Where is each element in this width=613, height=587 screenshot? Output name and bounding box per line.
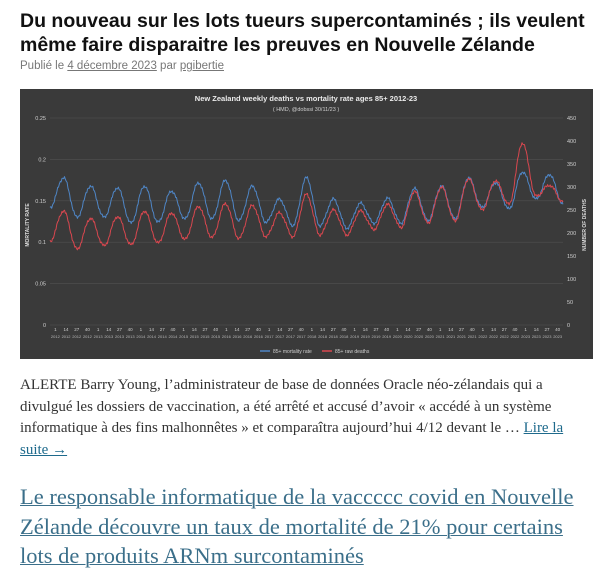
x-tick-year-label: 2020 — [392, 334, 402, 339]
x-tick-week-label: 14 — [405, 327, 411, 332]
x-tick-year-label: 2015 — [189, 334, 199, 339]
y2-tick-label: 200 — [567, 231, 577, 237]
x-tick-year-label: 2021 — [446, 334, 456, 339]
x-tick-year-label: 2022 — [510, 334, 520, 339]
x-tick-week-label: 27 — [544, 327, 550, 332]
x-tick-year-label: 2015 — [200, 334, 210, 339]
y2-tick-label: 350 — [567, 162, 577, 168]
x-tick-week-label: 14 — [234, 327, 240, 332]
x-tick-week-label: 27 — [330, 327, 336, 332]
x-tick-year-label: 2020 — [403, 334, 413, 339]
x-tick-week-label: 27 — [416, 327, 422, 332]
meta-by: par — [160, 60, 177, 72]
x-tick-year-label: 2018 — [339, 334, 349, 339]
x-tick-week-label: 40 — [127, 327, 133, 332]
x-tick-week-label: 40 — [84, 327, 90, 332]
x-tick-year-label: 2015 — [179, 334, 189, 339]
chart-subtitle: ( HMD, @dobssi 30/11/23 ) — [272, 107, 340, 113]
x-tick-year-label: 2018 — [307, 334, 317, 339]
x-tick-week-label: 14 — [362, 327, 368, 332]
y-tick-label: 0.15 — [35, 198, 46, 205]
x-tick-week-label: 14 — [63, 327, 69, 332]
x-tick-year-label: 2012 — [82, 334, 92, 339]
x-tick-week-label: 40 — [170, 327, 176, 332]
x-tick-year-label: 2014 — [147, 334, 156, 339]
x-tick-year-label: 2017 — [275, 334, 285, 339]
x-tick-year-label: 2015 — [211, 334, 221, 339]
post-date-link[interactable]: 4 décembre 2023 — [67, 60, 157, 72]
x-tick-year-label: 2020 — [414, 334, 424, 339]
x-tick-week-label: 1 — [396, 327, 399, 332]
x-tick-week-label: 27 — [501, 327, 507, 332]
x-tick-week-label: 27 — [202, 327, 208, 332]
x-tick-week-label: 1 — [225, 327, 228, 332]
y-tick-label: 0.1 — [38, 240, 46, 247]
x-tick-week-label: 14 — [491, 327, 497, 332]
y2-tick-label: 450 — [567, 116, 577, 122]
x-tick-year-label: 2018 — [318, 334, 327, 339]
x-tick-week-label: 27 — [245, 327, 251, 332]
x-tick-year-label: 2016 — [243, 334, 253, 339]
legend-label: 85+ mortality rate — [273, 349, 312, 355]
x-tick-week-label: 1 — [267, 327, 271, 332]
x-tick-week-label: 1 — [524, 327, 527, 332]
x-tick-year-label: 2017 — [296, 334, 306, 339]
post-author-link[interactable]: pgibertie — [179, 60, 224, 72]
y2-tick-label: 250 — [567, 208, 577, 214]
x-tick-year-label: 2016 — [232, 334, 242, 339]
x-tick-week-label: 14 — [106, 327, 112, 332]
x-tick-week-label: 40 — [469, 327, 475, 332]
x-tick-year-label: 2023 — [553, 334, 563, 339]
x-tick-year-label: 2023 — [542, 334, 552, 339]
x-tick-year-label: 2013 — [125, 334, 135, 339]
x-tick-week-label: 1 — [139, 327, 143, 332]
y2-tick-label: 150 — [567, 254, 577, 260]
chart-background — [20, 89, 593, 359]
mortality-chart — [20, 89, 593, 359]
post-meta — [20, 60, 224, 72]
y2-axis-label: NUMBER OF DEATHS — [582, 199, 588, 251]
x-tick-year-label: 2021 — [467, 334, 477, 339]
x-tick-week-label: 27 — [373, 327, 379, 332]
x-tick-year-label: 2012 — [72, 334, 82, 339]
x-tick-year-label: 2019 — [350, 334, 360, 339]
chart-title: New Zealand weekly deaths vs mortality rate ages 85+ 2012-23 — [194, 94, 418, 103]
x-tick-week-label: 27 — [287, 327, 293, 332]
post-title[interactable]: Du nouveau sur les lots tueurs supercontaminés ; ils veulent même faire disparaitre les preuves en Nouvelle Zélande — [20, 10, 585, 56]
x-tick-week-label: 40 — [384, 327, 390, 332]
x-tick-week-label: 14 — [533, 327, 539, 332]
x-tick-week-label: 40 — [426, 327, 432, 332]
x-tick-year-label: 2019 — [371, 334, 381, 339]
x-tick-year-label: 2022 — [489, 334, 498, 339]
x-tick-year-label: 2018 — [328, 334, 338, 339]
y2-tick-label: 300 — [567, 185, 577, 191]
x-tick-year-label: 2016 — [253, 334, 263, 339]
x-tick-week-label: 40 — [341, 327, 347, 332]
x-tick-year-label: 2012 — [50, 334, 60, 339]
x-tick-year-label: 2013 — [93, 334, 103, 339]
x-tick-year-label: 2012 — [61, 334, 71, 339]
next-post-title — [20, 482, 598, 571]
x-tick-year-label: 2013 — [115, 334, 124, 339]
x-tick-week-label: 1 — [54, 327, 57, 332]
x-tick-week-label: 27 — [74, 327, 80, 332]
x-tick-week-label: 40 — [512, 327, 518, 332]
meta-prefix: Publié le — [20, 60, 65, 72]
x-tick-week-label: 1 — [182, 327, 185, 332]
x-tick-year-label: 2022 — [499, 334, 509, 339]
x-tick-week-label: 1 — [353, 327, 356, 332]
chart-image — [20, 89, 593, 359]
x-tick-week-label: 14 — [149, 327, 155, 332]
x-tick-week-label: 40 — [298, 327, 304, 332]
y2-tick-label: 400 — [567, 139, 577, 145]
x-tick-year-label: 2017 — [264, 334, 274, 339]
x-tick-week-label: 14 — [277, 327, 283, 332]
y2-tick-label: 100 — [567, 277, 577, 283]
excerpt-text: ALERTE Barry Young, l’administrateur de base de données Oracle néo-zélandais qui a divulgué les dossiers de vaccination, a été arrêté et accusé d’avoir « accédé à un système informatique à des fins malhonnêtes » et comparaîtra aujourd’hui 4/12 devant le … — [20, 377, 552, 436]
x-tick-week-label: 27 — [159, 327, 165, 332]
x-tick-year-label: 2016 — [221, 334, 231, 339]
x-tick-year-label: 2013 — [104, 334, 114, 339]
y-tick-label: 0.25 — [35, 116, 46, 122]
next-post-link[interactable]: Le responsable informatique de la vaccccc covid en Nouvelle Zélande découvre un taux de mortalité de 21% pour certains lots de produits ARNm surcontaminés — [20, 484, 574, 568]
x-tick-week-label: 40 — [555, 327, 561, 332]
legend-label: 85+ raw deaths — [335, 349, 370, 355]
x-tick-year-label: 2021 — [435, 334, 445, 339]
x-tick-year-label: 2019 — [360, 334, 370, 339]
x-tick-week-label: 1 — [438, 327, 442, 332]
y-tick-label: 0 — [42, 323, 46, 329]
x-tick-week-label: 40 — [213, 327, 219, 332]
x-tick-week-label: 14 — [191, 327, 197, 332]
x-tick-week-label: 27 — [116, 327, 122, 332]
x-tick-week-label: 1 — [310, 327, 314, 332]
x-tick-year-label: 2023 — [521, 334, 531, 339]
y2-tick-label: 50 — [567, 300, 574, 306]
y-tick-label: 0.05 — [35, 281, 46, 288]
x-tick-year-label: 2014 — [136, 334, 146, 339]
x-tick-week-label: 1 — [96, 327, 100, 332]
read-more-link[interactable]: Lire la suite → — [20, 420, 564, 458]
x-tick-week-label: 1 — [481, 327, 485, 332]
x-tick-year-label: 2020 — [424, 334, 434, 339]
y-axis-label: MORTALITY RATE — [25, 203, 31, 247]
x-tick-year-label: 2021 — [457, 334, 466, 339]
x-tick-week-label: 40 — [255, 327, 261, 332]
x-tick-week-label: 14 — [448, 327, 454, 332]
y2-tick-label: 0 — [567, 323, 571, 329]
post-excerpt — [20, 375, 592, 461]
x-tick-year-label: 2017 — [286, 334, 295, 339]
x-tick-year-label: 2014 — [157, 334, 167, 339]
x-tick-year-label: 2019 — [382, 334, 392, 339]
x-tick-year-label: 2014 — [168, 334, 178, 339]
x-tick-week-label: 27 — [458, 327, 464, 332]
x-tick-year-label: 2022 — [478, 334, 488, 339]
x-tick-year-label: 2023 — [531, 334, 541, 339]
x-tick-week-label: 14 — [320, 327, 326, 332]
y-tick-label: 0.2 — [38, 157, 46, 164]
